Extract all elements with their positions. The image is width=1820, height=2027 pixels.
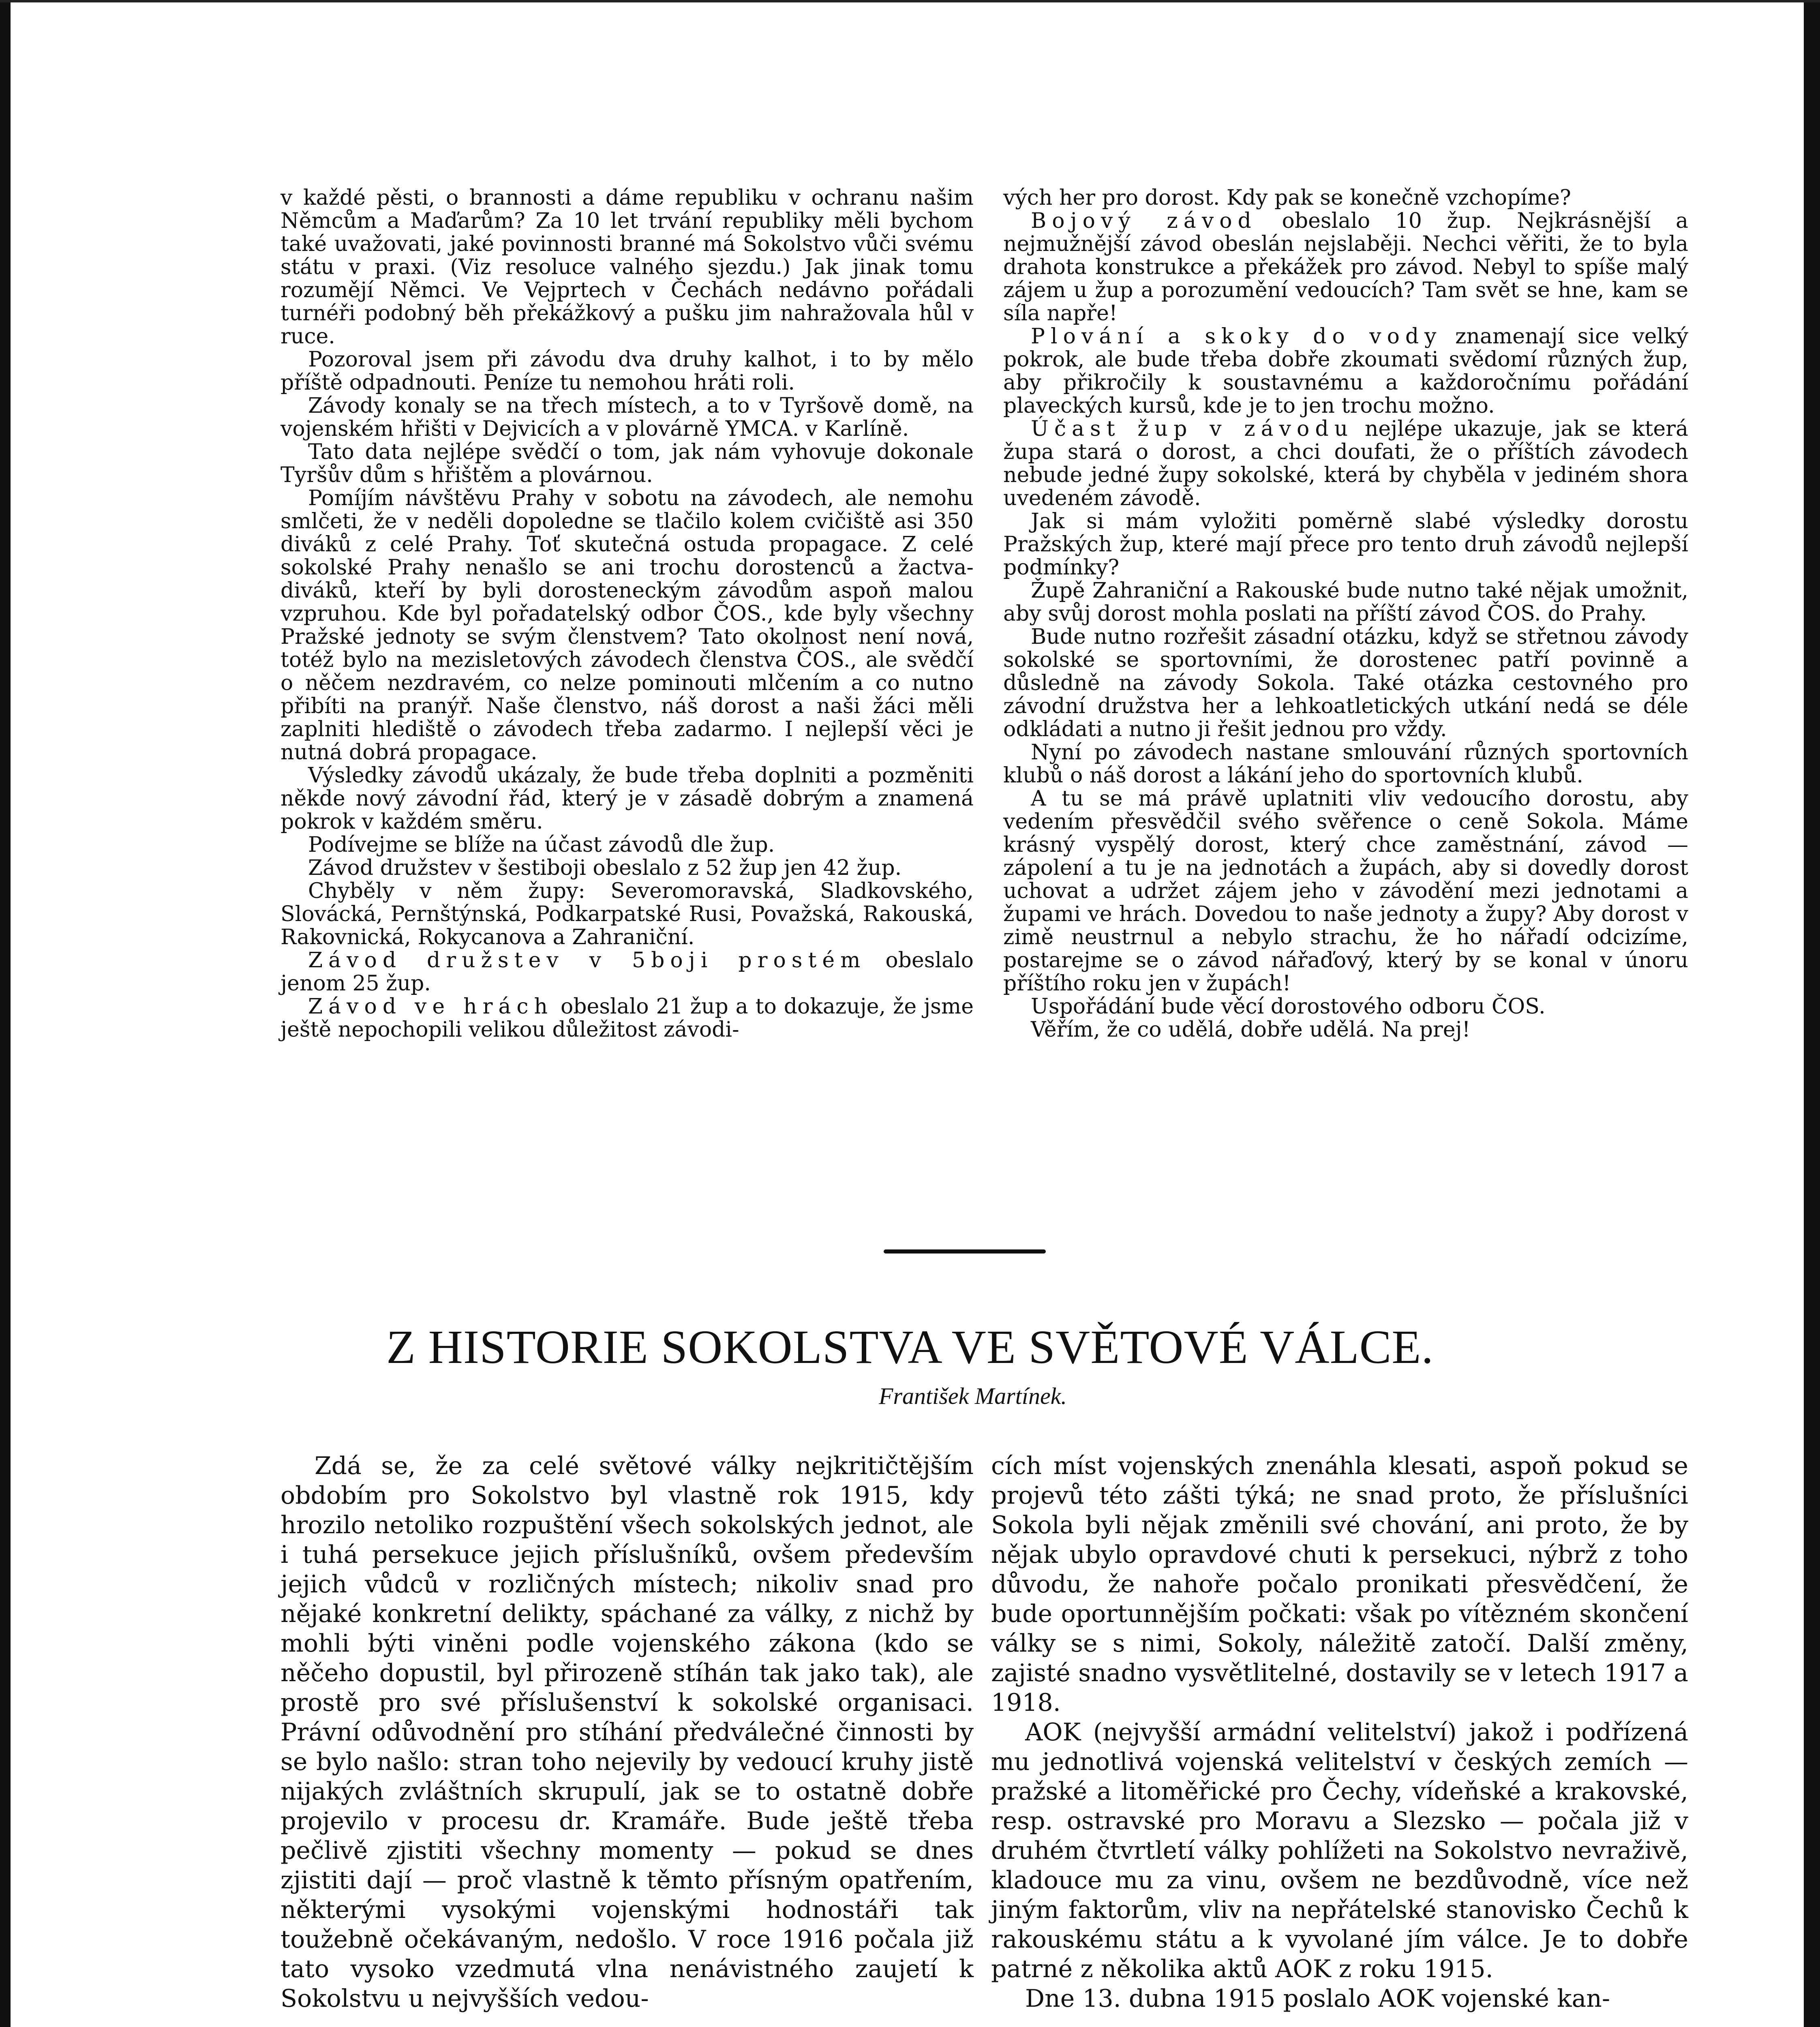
paragraph: Věřím, že co udělá, dobře udělá. Na prej! bbox=[1031, 1018, 1471, 1042]
paragraph: Župě Zahraniční a Rakouské bude nutno také nějak umožnit, aby svůj dorost mohla poslati na příští závod ČOS. do Prahy. bbox=[1003, 579, 1688, 626]
paragraph: AOK (nejvyšší armádní velitelství) jakož i podřízená mu jednotlivá vojenská velitelství v českých zemích — pražské a litoměřické pro Čechy, vídeňské a krakovské, resp. ostravské pro Moravu a Slezsko — počala již v druhém čtvrtletí války pohlížeti na Sokolstvo nevraživě, kladouce mu za vinu, ovšem ne bezdůvodně, více než jiným faktorům, vliv na nepřátelské stanovisko Čechů k rakouskému státu a k vyvolané jím válce. Je to dobře patrné z několika aktů AOK z roku 1915. bbox=[991, 1718, 1688, 1983]
lower-article-right-column bbox=[991, 1451, 1688, 2014]
paragraph-rest: obeslalo 10 žup. Nejkrásnější a nejmužnější závod obeslán nejslaběji. Nechci věřiti, že to byla drahota konstrukce a překážek pro závod. Nebyl to spíše malý zájem u žup a porozumění vedoucích? Tam svět se hne, kam se síla napře! bbox=[1003, 209, 1689, 326]
paragraph: vých her pro dorost. Kdy pak se konečně vzchopíme? bbox=[1003, 186, 1571, 210]
paragraph: Tato data nejlépe svědčí o tom, jak nám vyhovuje dokonale Tyršův dům s hřištěm a plovárnou. bbox=[280, 440, 974, 487]
paragraph: cích míst vojenských znenáhla klesati, aspoň pokud se projevů této zášti týká; ne snad proto, že příslušníci Sokola byli nějak změnili své chování, ani proto, že by nějak ubylo opravdové chuti k persekuci, nýbrž z toho důvodu, že nahoře počalo pronikati přesvědčení, že bude oportunnějším počkati: však po vítězném skončení války se s nimi, Sokoly, náležitě zatočí. Další změny, zajisté snadno vysvětlitelné, dostavily se v letech 1917 a 1918. bbox=[991, 1452, 1688, 1717]
paragraph: Bude nutno rozřešit zásadní otázku, když se střetnou závody sokolské se sportovními, že dorostenec patří povinně a důsledně na závody Sokola. Také otázka cestovného pro závodní družstva her a lehkoatletických utkání nedá se déle odkládati a nutno ji řešit jednou pro vždy. bbox=[1003, 625, 1688, 741]
article-author: František Martínek. bbox=[879, 1383, 1067, 1409]
paragraph: v každé pěsti, o brannosti a dáme republiku v ochranu našim Němcům a Maďarům? Za 10 let trvání republiky měli bychom také uvažovati, jaké povinnosti branné má Sokolstvo vůči svému státu v praxi. (Viz resoluce valného sjezdu.) Jak jinak tomu rozumějí Němci. Ve Vejprtech v Čechách nedávno pořádali turnéři podobný běh překážkový a pušku jim nahražovala hůl v ruce. bbox=[280, 186, 974, 349]
paragraph bbox=[1003, 210, 1688, 325]
paragraph bbox=[280, 995, 974, 1041]
spaced-lead: Účast žup v závodu bbox=[1031, 417, 1354, 441]
paragraph: Uspořádání bude věcí dorostového odboru ČOS. bbox=[1031, 994, 1546, 1019]
scan-edge-top bbox=[0, 0, 1820, 2]
paragraph: Pomíjím návštěvu Prahy v sobotu na závodech, ale nemohu smlčeti, že v neděli dopoledne se tlačilo kolem cvičiště asi 350 diváků z celé Prahy. Toť skutečná ostuda propagace. Z celé sokolské Prahy nenašlo se ani trochu dorostenců a žactva-diváků, kteří by byli dorosteneckým závodům aspoň malou vzpruhou. Kde byl pořadatelský odbor ČOS., kde byly všechny Pražské jednoty se svým členstvem? Tato okolnost není nová, totéž bylo na mezisletových závodech členstva ČOS., ale svědčí o něčem nezdravém, co nelze pominouti mlčením a co nutno přibíti na pranýř. Naše členstvo, náš dorost a naši žáci měli zaplniti hlediště o závodech třeba zadarmo. I nejlepší věci je nutná dobrá propagace. bbox=[280, 486, 974, 765]
paragraph: Pozoroval jsem při závodu dva druhy kalhot, i to by mělo příště odpadnouti. Peníze tu nemohou hráti roli. bbox=[280, 347, 974, 395]
paragraph bbox=[1003, 418, 1688, 510]
spaced-lead: Závod ve hrách bbox=[308, 994, 554, 1019]
paragraph: Dne 13. dubna 1915 poslalo AOK vojenské kan- bbox=[1025, 1984, 1610, 2013]
upper-article-left-column bbox=[280, 186, 974, 1041]
paragraph bbox=[280, 949, 974, 995]
paragraph: Výsledky závodů ukázaly, že bude třeba doplniti a pozměniti někde nový závodní řád, který je v zásadě dobrým a znamená pokrok v každém směru. bbox=[280, 763, 974, 834]
paragraph bbox=[1003, 325, 1688, 418]
paragraph: Závod družstev v šestiboji obeslalo z 52 žup jen 42 žup. bbox=[308, 856, 902, 880]
paragraph-rest: znamenají sice velký pokrok, ale bude třeba dobře zkoumati svědomí různých žup, aby přikročily k soustavnému a každoročnímu pořádání plaveckých kursů, kde je to jen trochu možno. bbox=[1003, 324, 1689, 418]
paragraph-rest: obeslalo jenom 25 žup. bbox=[280, 948, 974, 996]
scan-edge-left bbox=[0, 0, 11, 2027]
paragraph-rest: nejlépe ukazuje, jak se která župa stará o dorost, a chci doufati, že o příštích závodech nebude jedné župy sokolské, která by chyběla v jediném shora uvedeném závodě. bbox=[1003, 417, 1689, 510]
spaced-lead: Bojový závod bbox=[1031, 209, 1257, 233]
paragraph: Jak si mám vyložiti poměrně slabé výsledky dorostu Pražských žup, které mají přece pro tento druh závodů nejlepší podmínky? bbox=[1003, 509, 1688, 580]
paragraph: Závody konaly se na třech místech, a to v Tyršově domě, na vojenském hřišti v Dejvicích a v plovárně YMCA. v Karlíně. bbox=[280, 394, 974, 441]
paragraph-rest: obeslalo 21 žup a to dokazuje, že jsme ještě nepochopili velikou důležitost závodi- bbox=[280, 994, 974, 1042]
paragraph: Nyní po závodech nastane smlouvání různých sportovních klubů o náš dorost a lákání jeho do sportovních klubů. bbox=[1003, 740, 1688, 788]
paragraph: Zdá se, že za celé světové války nejkritičtějším obdobím pro Sokolstvo byl vlastně rok 1915, kdy hrozilo netoliko rozpuštění všech sokolských jednot, ale i tuhá persekuce jejich příslušníků, ovšem především jejich vůdců v rozličných místech; nikoliv snad pro nějaké konkretní delikty, spáchané za války, z nichž by mohli býti viněni podle vojenského zákona (kdo se něčeho dopustil, byl přirozeně stíhán tak jako tak), ale prostě pro své příslušenství k sokolské organisaci. Právní odůvodnění pro stíhání předválečné činnosti by se bylo našlo: stran toho nejevily by vedoucí kruhy jistě nijakých zvláštních skrupulí, jak se to ostatně dobře projevilo v procesu dr. Kramáře. Bude ještě třeba pečlivě zjistiti všechny momenty — pokud se dnes zjistiti dají — proč vlastně k těmto přísným opatřením, některými vysokými vojenskými hodnostáři tak toužebně očekávaným, nedošlo. V roce 1916 počala již tato vysoko vzedmutá vlna nenávistného zaujetí k Sokolstvu u nejvyšších vedou- bbox=[280, 1452, 974, 2013]
lower-article-left-column bbox=[280, 1451, 974, 2014]
paragraph: A tu se má právě uplatniti vliv vedoucího dorostu, aby vedením přesvědčil svého svěřence o ceně Sokola. Máme krásný vyspělý dorost, který chce zaměstnání, závod — zápolení a tu je na jednotách a župách, aby si dovedly dorost uchovat a udržet zájem jeho v závodění mezi jednotami a župami ve hrách. Dovedou to naše jednoty a župy? Aby dorost v zimě neustrnul a nebylo strachu, že ho nářadí odcizíme, postarejme se o závod nářaďový, který by se konal v únoru příštího roku jen v župách! bbox=[1003, 786, 1688, 996]
paragraph: Podívejme se blíže na účast závodů dle žup. bbox=[308, 833, 775, 857]
paragraph: Chyběly v něm župy: Severomoravská, Sladkovského, Slovácká, Pernštýnská, Podkarpatské Rusi, Považská, Rakouská, Rakovnická, Rokycanova a Zahraniční. bbox=[280, 879, 974, 949]
section-divider-rule bbox=[884, 1249, 1046, 1253]
spaced-lead: Závod družstev v 5boji prostém bbox=[308, 948, 866, 973]
spaced-lead: Plování a skoky do vody bbox=[1031, 324, 1442, 349]
article-title: Z HISTORIE SOKOLSTVA VE SVĚTOVÉ VÁLCE. bbox=[386, 1320, 1434, 1373]
scan-edge-right bbox=[1804, 0, 1820, 2027]
upper-article-right-column bbox=[1003, 186, 1688, 1041]
